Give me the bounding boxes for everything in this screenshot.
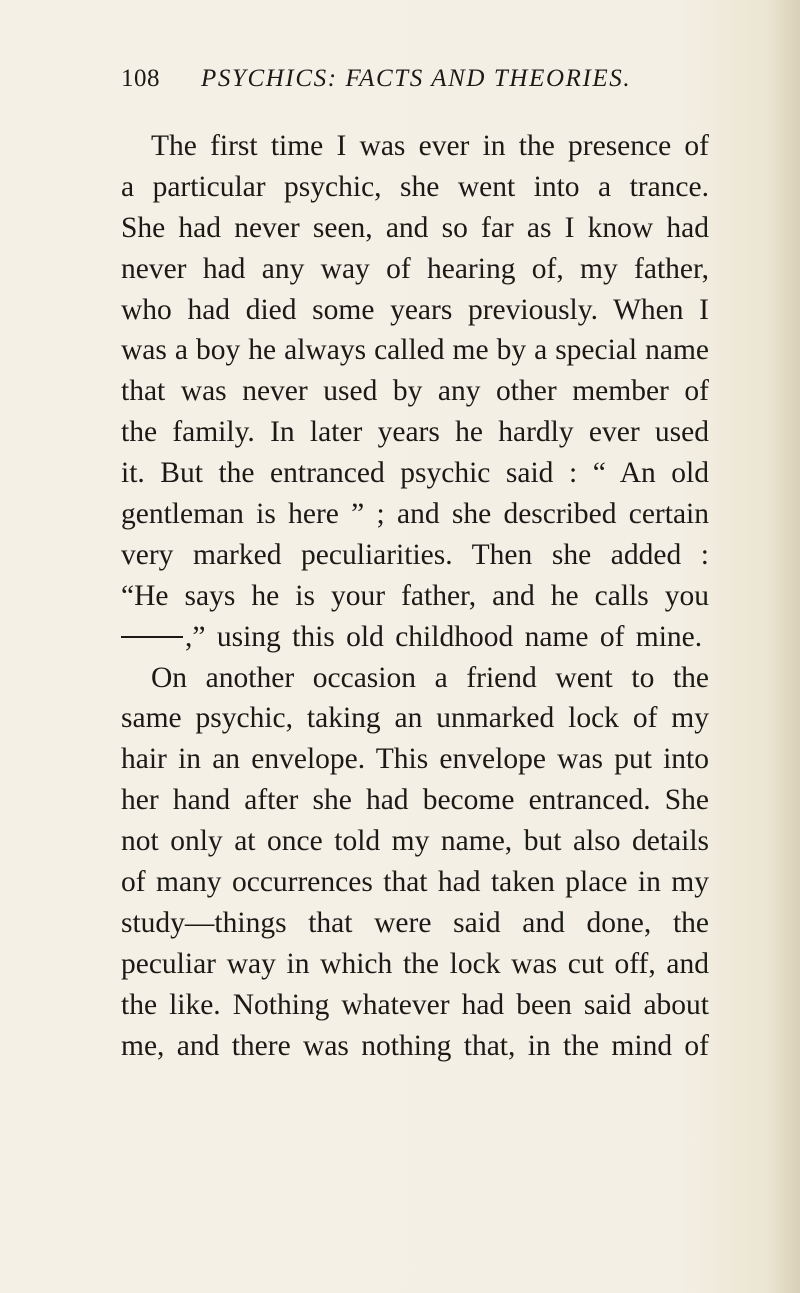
running-head	[121, 64, 681, 94]
text-line: the like. Nothing whatever had been said about	[121, 988, 709, 1021]
text-line: a particular psychic, she went into a trance.	[121, 170, 709, 203]
text-line: gentleman is here ” ; and she described certain	[121, 498, 709, 531]
text-line: “He says he is your father, and he calls you	[121, 579, 709, 612]
body-text	[121, 126, 709, 1066]
text-line: ,” using this old childhood name of mine.	[185, 620, 703, 653]
text-line: it. But the entranced psychic said : “ An old	[121, 457, 709, 490]
text-line: was a boy he always called me by a special name	[121, 334, 709, 367]
text-line: study—things that were said and done, the	[121, 906, 709, 939]
text-line: peculiar way in which the lock was cut off, and	[121, 947, 709, 980]
text-line: same psychic, taking an unmarked lock of my	[121, 702, 709, 735]
text-line: her hand after she had become entranced. She	[121, 784, 709, 817]
page-number: 108	[121, 65, 160, 92]
em-rule	[121, 636, 183, 638]
text-line: me, and there was nothing that, in the mind of	[121, 1029, 709, 1062]
text-line: the family. In later years he hardly ever used	[121, 416, 709, 449]
text-line: not only at once told my name, but also details	[121, 825, 709, 858]
text-line: very marked peculiarities. Then she added :	[121, 538, 709, 571]
text-line: who had died some years previously. When I	[121, 293, 709, 326]
text-line: of many occurrences that had taken place in my	[121, 866, 709, 899]
text-line: never had any way of hearing of, my father,	[121, 252, 709, 285]
text-line: On another occasion a friend went to the	[151, 661, 709, 694]
text-line-with-dash	[121, 617, 709, 658]
text-line: The first time I was ever in the presence of	[151, 130, 709, 162]
text-line: hair in an envelope. This envelope was put into	[121, 743, 709, 776]
running-title: PSYCHICS: FACTS AND THEORIES.	[201, 65, 632, 92]
text-line: She had never seen, and so far as I know had	[121, 211, 709, 244]
text-line: that was never used by any other member of	[121, 375, 709, 408]
